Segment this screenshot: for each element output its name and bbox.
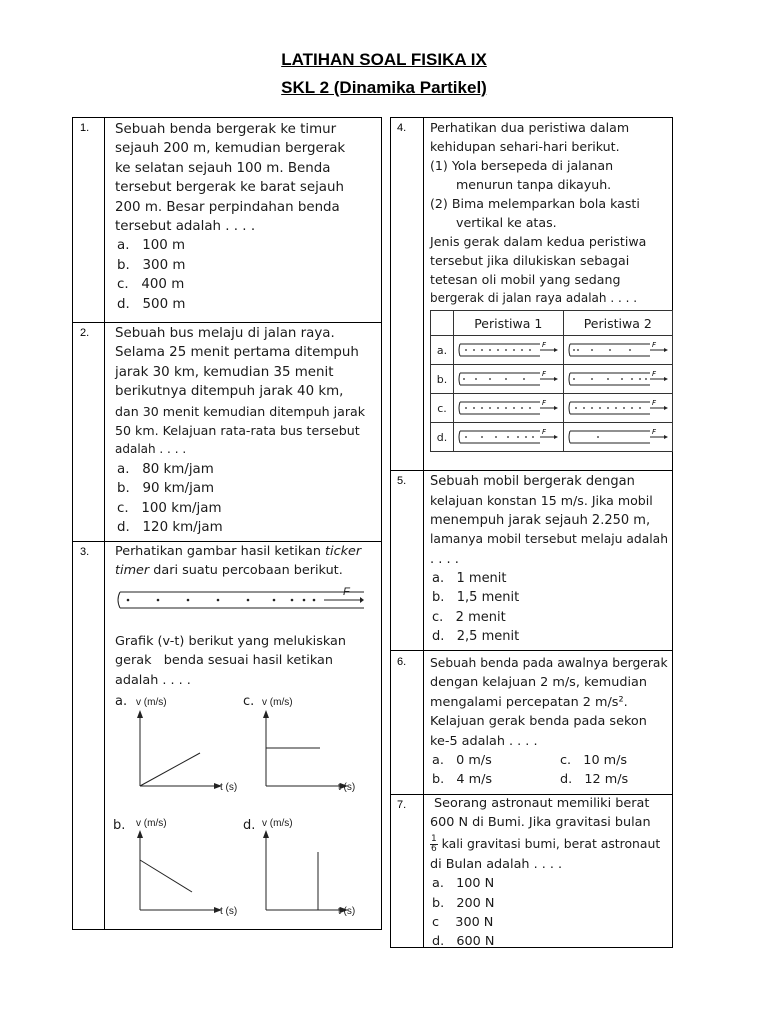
force-label: F: [542, 370, 547, 378]
question-7: [430, 794, 660, 952]
tape-cell: [563, 423, 673, 452]
axis-label-t: t (s): [338, 782, 356, 793]
table-row-label: d.: [431, 423, 454, 452]
graph-option-label: d.: [243, 818, 256, 833]
question-number: 1.: [80, 122, 90, 134]
question-text-line: tetesan oli mobil yang sedang: [430, 272, 621, 287]
graph-option-label: c.: [243, 694, 255, 709]
answer-option: a. 1 menit: [432, 571, 507, 587]
oil-drop-tape: [458, 399, 558, 417]
axis-label-v: v (m/s): [262, 818, 293, 829]
axis-label-v: v (m/s): [136, 697, 167, 708]
axis-label-v: v (m/s): [136, 818, 167, 829]
page-subtitle: SKL 2 (Dinamika Partikel): [281, 78, 487, 97]
left-table-border-left: [72, 117, 73, 930]
table-row-label: b.: [431, 365, 454, 394]
right-table-border-left: [390, 117, 391, 948]
force-label: F: [651, 399, 656, 407]
vt-graph-a: [130, 708, 230, 792]
force-label: F: [343, 586, 350, 598]
answer-option: c 300 N: [432, 915, 494, 931]
question-text-line: Perhatikan dua peristiwa dalam: [430, 120, 630, 135]
question-text-line: Kelajuan gerak benda pada sekon: [430, 714, 647, 730]
table-row: [431, 394, 673, 423]
ticker-tape-figure: [114, 584, 364, 618]
answer-option: d. 120 km/jam: [117, 520, 223, 536]
table-row-label: a.: [431, 336, 454, 365]
question-number: 6.: [397, 656, 407, 668]
answer-option: d. 600 N: [432, 934, 495, 950]
question-number: 3.: [80, 546, 90, 558]
question-text-line: bergerak di jalan raya adalah . . . .: [430, 291, 638, 305]
table-header-row: [431, 311, 673, 336]
table-header-cell: Peristiwa 2: [563, 311, 673, 336]
left-table-border-bottom: [72, 929, 382, 930]
question-text-line: tersebut adalah . . . .: [115, 219, 256, 235]
question-text-line: [430, 833, 660, 855]
question-text-italic: ticker: [325, 544, 362, 559]
question-text-line: lamanya mobil tersebut melaju adalah: [430, 532, 669, 547]
tape-cell: [563, 365, 673, 394]
question-text-line: kelajuan konstan 15 m/s. Jika mobil: [430, 493, 653, 509]
question-text-line: 50 km. Kelajuan rata-rata bus tersebut: [115, 423, 360, 439]
vt-graph-d: [256, 828, 356, 916]
question-text-line: berikutnya ditempuh jarak 40 km,: [115, 384, 344, 400]
question-text-line: ke-5 adalah . . . .: [430, 733, 538, 749]
question-text: dari suatu percobaan berikut.: [149, 563, 343, 579]
question-number: 5.: [397, 475, 407, 487]
question-text-line: Selama 25 menit pertama ditempuh: [115, 345, 359, 361]
tape-cell: [563, 394, 673, 423]
table-row: [431, 336, 673, 365]
question-number: 2.: [80, 327, 90, 339]
question-3-continued: [115, 632, 346, 690]
fraction-denominator: 6: [431, 843, 437, 854]
question-text-line: 600 N di Bumi. Jika gravitasi bulan: [430, 815, 651, 831]
answer-option: c. 10 m/s: [560, 753, 628, 769]
question-5: [430, 472, 668, 647]
fraction-numerator: 1: [431, 833, 437, 844]
left-table-row-divider: [72, 322, 382, 323]
question-text-line: gerak benda sesuai hasil ketikan: [115, 653, 333, 669]
question-3: [115, 542, 361, 581]
answer-option: a. 0 m/s: [432, 753, 492, 769]
oil-drop-tape: [568, 370, 668, 388]
question-text: kali gravitasi bumi, berat astronaut: [437, 835, 661, 851]
force-label: F: [651, 428, 656, 436]
axis-label-v: v (m/s): [262, 697, 293, 708]
question-2: [115, 324, 365, 537]
question-text-line: menurun tanpa dikayuh.: [456, 177, 612, 192]
question-6: [430, 654, 668, 790]
table-header-empty: [431, 311, 454, 336]
question-text-line: sejauh 200 m, kemudian bergerak: [115, 141, 346, 157]
page-title: LATIHAN SOAL FISIKA IX: [281, 50, 487, 69]
right-table-col-divider: [423, 117, 424, 948]
question-text-line: (1) Yola bersepeda di jalanan: [430, 158, 614, 173]
answer-option: d. 2,5 menit: [432, 629, 520, 645]
table-header-cell: Peristiwa 1: [454, 311, 564, 336]
question-text-line: ke selatan sejauh 100 m. Benda: [115, 160, 331, 176]
question-text-line: tersebut jika dilukiskan sebagai: [430, 253, 630, 268]
question-text-line: menempuh jarak sejauh 2.250 m,: [430, 512, 651, 528]
graph-option-label: a.: [115, 694, 128, 709]
answer-option: b. 200 N: [432, 895, 495, 911]
question-text-line: Sebuah bus melaju di jalan raya.: [115, 326, 335, 341]
question-text-line: dengan kelajuan 2 m/s, kemudian: [430, 675, 647, 691]
left-table-border-right: [381, 117, 382, 930]
answer-option: d. 12 m/s: [560, 772, 629, 788]
tape-cell: [454, 423, 564, 452]
left-table-border-top: [72, 117, 382, 118]
oil-drop-tape: [458, 341, 558, 359]
oil-drop-tape: [568, 399, 668, 417]
question-text-line: Sebuah benda pada awalnya bergerak: [430, 656, 668, 670]
table-row: [431, 423, 673, 452]
answer-options-row: [430, 751, 668, 770]
answer-option: b. 4 m/s: [432, 772, 493, 788]
axis-label-t: t (s): [220, 782, 238, 793]
table-row-label: c.: [431, 394, 454, 423]
answer-option: b. 300 m: [117, 257, 186, 273]
question-number: 4.: [397, 122, 407, 134]
tape-cell: [563, 336, 673, 365]
force-label: F: [651, 341, 656, 349]
answer-option: c. 2 menit: [432, 609, 506, 625]
graph-option-label: b.: [113, 818, 126, 833]
question-text-line: mengalami percepatan 2 m/s².: [430, 694, 628, 710]
question-text-line: Seorang astronaut memiliki berat: [434, 796, 650, 811]
answer-option: c. 400 m: [117, 277, 185, 293]
question-text-line: di Bulan adalah . . . .: [430, 856, 563, 872]
vt-graph-b: [130, 828, 230, 916]
fraction: [430, 835, 438, 854]
question-text-italic: timer: [115, 563, 150, 579]
vt-graph-c: [256, 708, 356, 792]
force-label: F: [542, 399, 547, 407]
tape-cell: [454, 365, 564, 394]
question-text-line: (2) Bima melemparkan bola kasti: [430, 196, 640, 211]
question-text-line: [115, 542, 361, 561]
question-text-line: . . . .: [430, 551, 459, 567]
answer-option: b. 90 km/jam: [117, 481, 215, 497]
tape-cell: [454, 394, 564, 423]
tape-cell: [454, 336, 564, 365]
question-text-line: adalah . . . .: [115, 672, 191, 688]
question-text-line: jarak 30 km, kemudian 35 menit: [115, 364, 334, 380]
question-text-line: Grafik (v-t) berikut yang melukiskan: [115, 634, 346, 649]
answer-option: a. 100 N: [432, 876, 495, 892]
oil-drop-table: [430, 310, 673, 452]
right-table-border-right: [672, 117, 673, 948]
force-label: F: [542, 428, 547, 436]
question-4: [430, 118, 646, 308]
oil-drop-tape: [458, 370, 558, 388]
answer-option: a. 100 m: [117, 238, 186, 254]
force-label: F: [542, 341, 547, 349]
question-text-line: Sebuah benda bergerak ke timur: [115, 122, 337, 137]
question-text: Perhatikan gambar hasil ketikan: [115, 544, 326, 559]
question-number: 7.: [397, 799, 407, 811]
force-label: F: [651, 370, 656, 378]
answer-options-row: [430, 770, 668, 789]
question-text-line: vertikal ke atas.: [456, 215, 557, 230]
answer-option: b. 1,5 menit: [432, 590, 520, 606]
answer-option: c. 100 km/jam: [117, 500, 222, 516]
question-text-line: kehidupan sehari-hari berikut.: [430, 139, 620, 154]
oil-drop-tape: [568, 341, 668, 359]
oil-drop-tape: [458, 428, 558, 446]
question-text-line: dan 30 menit kemudian ditempuh jarak: [115, 403, 366, 419]
question-text-line: 200 m. Besar perpindahan benda: [115, 199, 340, 215]
question-text-line: adalah . . . .: [115, 442, 187, 457]
table-row: [431, 365, 673, 394]
question-text-line: tersebut bergerak ke barat sejauh: [115, 180, 344, 196]
question-text-line: Jenis gerak dalam kedua peristiwa: [430, 234, 647, 249]
answer-option: a. 80 km/jam: [117, 461, 214, 477]
right-table-row-divider: [390, 470, 673, 471]
question-1: [115, 120, 345, 314]
question-text-line: Sebuah mobil bergerak dengan: [430, 474, 635, 489]
right-table-row-divider: [390, 650, 673, 651]
left-table-col-divider: [104, 117, 105, 930]
axis-label-t: t (s): [338, 906, 356, 917]
question-text-line: [115, 561, 361, 580]
axis-label-t: t (s): [220, 906, 238, 917]
answer-option: d. 500 m: [117, 296, 186, 312]
oil-drop-tape: [568, 428, 668, 446]
